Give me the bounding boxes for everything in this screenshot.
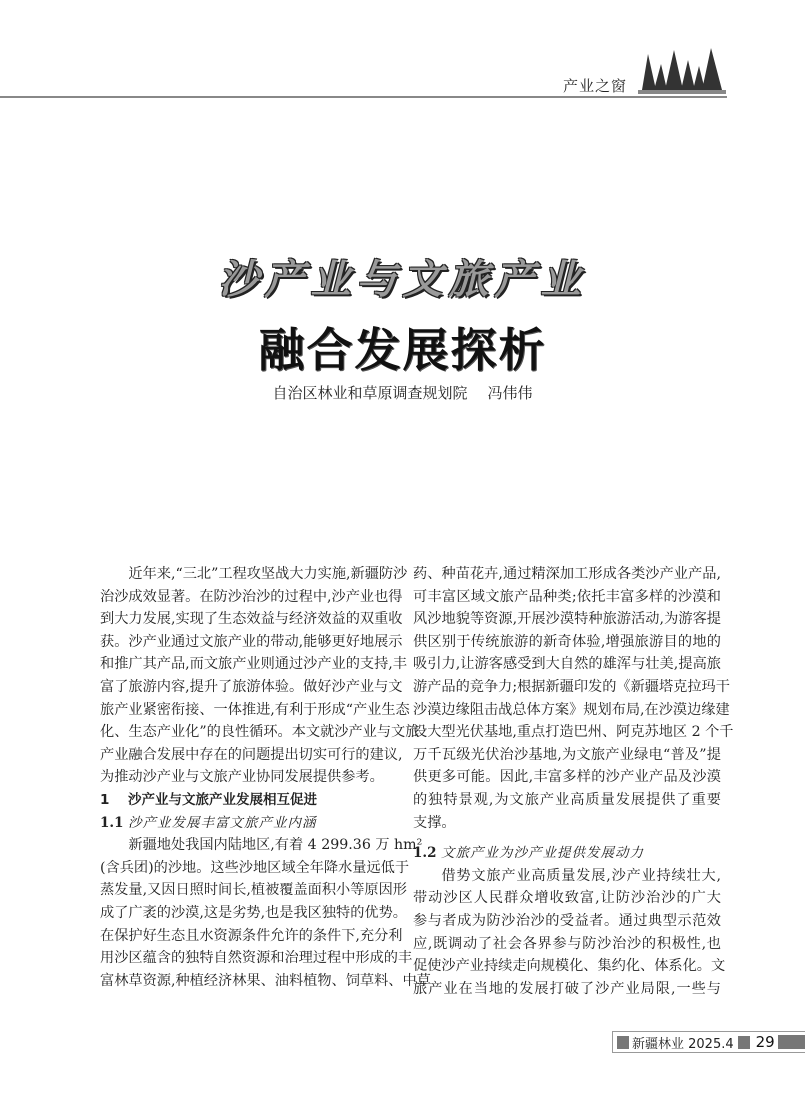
text-line: 参与者成为防沙治沙的受益者。通过典型示范效	[413, 912, 721, 929]
text-line: 蒸发量,又因日照时间长,植被覆盖面积小等原因形	[100, 882, 407, 899]
article-title-line2: 融合发展探析	[258, 323, 547, 377]
text-line: 旅产业在当地的发展打破了沙产业局限,一些与	[413, 980, 721, 997]
text-line: 近年来,“三北”工程攻坚战大力实施,新疆防沙	[128, 566, 408, 582]
section-heading	[413, 842, 721, 865]
text-line: 设大型光伏基地,重点打造巴州、阿克苏地区 2 个千	[413, 724, 734, 741]
heading-text: 沙产业发展丰富文旅产业内涵	[128, 814, 317, 831]
text-line: 和推广其产品,而文旅产业则通过沙产业的支持,丰	[100, 656, 407, 673]
text-line: 万千瓦级光伏治沙基地,为文旅产业绿电“普及”提	[413, 746, 721, 763]
text-line: 可丰富区域文旅产品种类;依托丰富多样的沙漠和	[413, 588, 721, 605]
section-heading	[100, 789, 398, 812]
text-line: 富林草资源,种植经济林果、油料植物、饲草料、中草	[100, 972, 431, 989]
text-line: 促使沙产业持续走向规模化、集约化、体系化。文	[413, 958, 726, 975]
text-line: 用沙区蕴含的独特自然资源和治理过程中形成的丰	[100, 950, 413, 967]
author-affiliation: 自治区林业和草原调查规划院	[272, 384, 468, 402]
footer-square-icon	[617, 1036, 629, 1049]
text-line: 供更多可能。因此,丰富多样的沙产业产品及沙漠	[413, 769, 721, 786]
text-line: 的独特景观,为文旅产业高质量发展提供了重要	[413, 791, 721, 808]
heading-text: 文旅产业为沙产业提供发展动力	[441, 845, 644, 862]
text-line: 富了旅游内容,提升了旅游体验。做好沙产业与文	[100, 678, 403, 695]
text-line: 风沙地貌等资源,开展沙漠特种旅游活动,为游客提	[413, 611, 721, 628]
text-line: 成了广袤的沙漠,这是劣势,也是我区独特的优势。	[100, 904, 407, 921]
text-line: (含兵团)的沙地。这些沙地区域全年降水量远低于	[100, 859, 410, 876]
journal-issue: 新疆林业 2025.4	[632, 1036, 734, 1052]
heading-number: 1.1	[100, 814, 124, 831]
text-line: 供区别于传统旅游的新奇体验,增强旅游目的地的	[413, 633, 721, 650]
text-line: 游产品的竞争力;根据新疆印发的《新疆塔克拉玛干	[413, 678, 730, 695]
heading-number: 1.2	[413, 845, 437, 862]
text-line: 为推动沙产业与文旅产业协同发展提供参考。	[100, 769, 384, 786]
text-line: 借势文旅产业高质量发展,沙产业持续壮大,	[441, 867, 721, 884]
text-line: 在保护好生态且水资源条件允许的条件下,充分利	[100, 927, 403, 944]
article-title-line1: 沙产业与文旅产业	[218, 257, 587, 303]
text-line: 治沙成效显著。在防沙治沙的过程中,沙产业也得	[100, 588, 403, 605]
text-line: 获。沙产业通过文旅产业的带动,能够更好地展示	[100, 633, 403, 650]
footer-bar	[778, 1035, 805, 1049]
header-rule	[0, 96, 727, 98]
text-line: 支撑。	[413, 814, 456, 831]
text-line: 旅产业紧密衔接、一体推进,有利于形成“产业生态	[100, 701, 410, 718]
text-line: 吸引力,让游客感受到大自然的雄浑与壮美,提高旅	[413, 656, 721, 673]
trees-icon	[636, 46, 728, 98]
section-label: 产业之窗	[563, 77, 628, 95]
heading-number: 1	[100, 791, 110, 808]
page-footer	[612, 1031, 805, 1053]
right-column	[413, 563, 734, 1000]
text-line: 产业融合发展中存在的问题提出切实可行的建议,	[100, 746, 403, 763]
section-heading	[100, 812, 398, 835]
page-number: 29	[755, 1033, 775, 1051]
text-line: 药、种苗花卉,通过精深加工形成各类沙产业产品,	[413, 566, 721, 582]
text-line: 化、生态产业化”的良性循环。本文就沙产业与文旅	[100, 724, 420, 741]
text-line: 应,既调动了社会各界参与防沙治沙的积极性,也	[413, 935, 721, 952]
text-line: 沙漠边缘阻击战总体方案》规划布局,在沙漠边缘建	[413, 701, 730, 718]
author-line	[0, 382, 805, 403]
author-name: 冯伟伟	[487, 384, 533, 402]
text-line: 带动沙区人民群众增收致富,让防沙治沙的广大	[413, 890, 721, 907]
footer-square-icon	[738, 1036, 750, 1049]
heading-text: 沙产业与文旅产业发展相互促进	[128, 791, 317, 808]
text-line: 到大力发展,实现了生态效益与经济效益的双重收	[100, 611, 403, 628]
text-line: 新疆地处我国内陆地区,有着 4 299.36 万 hm²	[128, 837, 423, 854]
